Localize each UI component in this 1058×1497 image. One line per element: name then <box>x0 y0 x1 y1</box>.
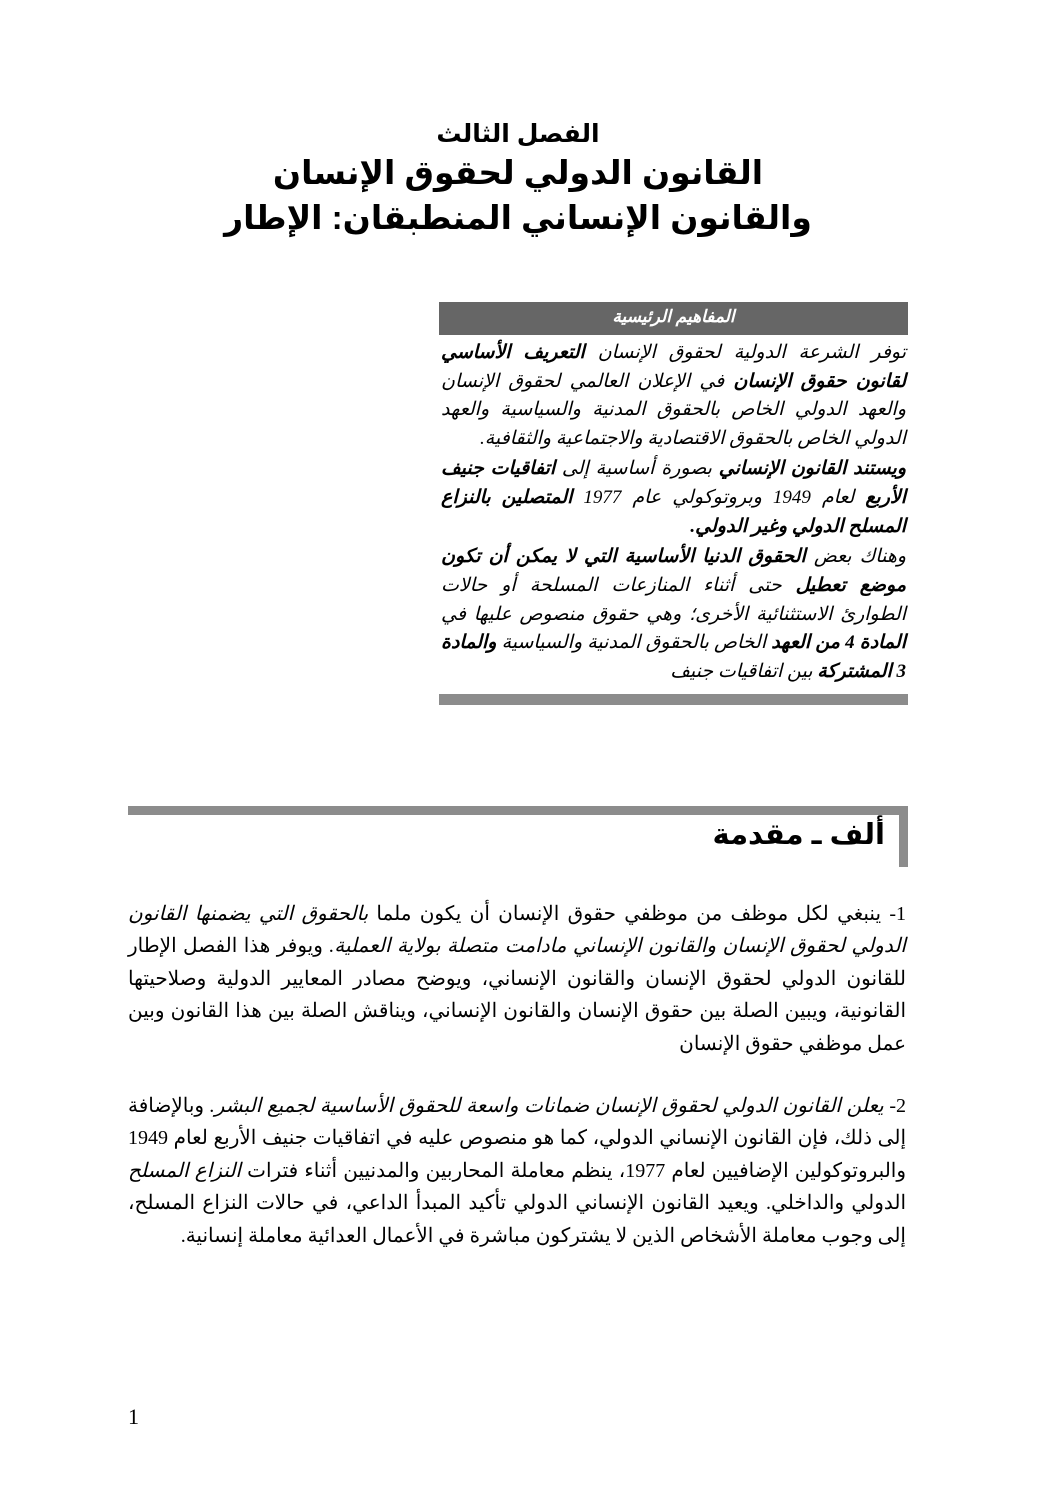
text-run: وهناك بعض <box>805 545 907 567</box>
text-run: 2- <box>883 1094 906 1117</box>
text-run: لعام 1949 وبروتوكولي عام 1977 <box>572 487 866 509</box>
text-run: والمادة 3 المشتركة <box>441 632 906 683</box>
text-run: وبالإضافة إلى ذلك، فإن القانون الإنساني الدولي، كما هو منصوص عليه في اتفاقيات جنيف الأربع لعام 1949 والبروتوكولين الإضافيين لعام 1977، ينظم معاملة المحاربين والمدنيين أثناء فترات <box>128 1094 907 1182</box>
text-run: ويستند القانون الإنساني <box>718 458 906 480</box>
key-concepts-paragraph <box>441 455 906 542</box>
text-run: الخاص بالحقوق المدنية والسياسية <box>496 632 772 654</box>
text-run: التعريف الأساسي لقانون حقوق الإنسان <box>441 341 906 392</box>
body-paragraph-1 <box>128 898 906 1060</box>
text-run: 1- ينبغي لكل موظف من موظفي حقوق الإنسان أن يكون ملما <box>368 903 906 925</box>
text-run: بالحقوق التي يضمنها القانون الدولي لحقوق الإنسان والقانون الإنساني مادامت متصلة بولاية العملية. <box>128 903 906 958</box>
text-run: النزاع المسلح <box>128 1159 241 1182</box>
key-concepts-header: المفاهيم الرئيسية <box>439 302 908 335</box>
section-heading-block <box>128 806 908 867</box>
text-run: يعلن القانون الدولي لحقوق الإنسان ضمانات واسعة للحقوق الأساسية لجميع البشر. <box>209 1094 884 1117</box>
text-run: ويوفر هذا الفصل الإطار للقانون الدولي لحقوق الإنسان والقانون الإنساني، ويوضح مصادر المعايير الدولية وصلاحيتها القانونية، ويبين الصلة بين حقوق الإنسان والقانون الإنساني، ويناقش الصلة بين هذا القانون وبين عمل موظفي حقوق الإنسان <box>128 935 906 1055</box>
page-title-line-2: والقانون الإنساني المنطبقان: الإطار <box>224 198 812 236</box>
text-run: المادة 4 من العهد <box>771 632 906 654</box>
text-run: المتصلين بالنزاع المسلح الدولي وغير الدولي. <box>441 487 906 537</box>
key-concepts-paragraph <box>441 543 906 687</box>
key-concepts-paragraph <box>441 339 906 455</box>
section-heading-title: ألف ـ مقدمة <box>712 819 885 851</box>
text-run: توفر الشرعة الدولية لحقوق الإنسان <box>584 341 906 363</box>
key-concepts-body <box>439 335 908 688</box>
text-run: بين اتفاقيات جنيف <box>670 661 818 683</box>
body-paragraph-2 <box>128 1090 906 1252</box>
body-text-area <box>128 898 906 1282</box>
text-run: الحقوق الدنيا الأساسية التي لا يمكن أن تكون موضع تعطيل <box>441 545 906 596</box>
document-title-block <box>128 118 908 240</box>
key-concepts-bottom-rule <box>439 694 908 705</box>
text-run: حتى أثناء المنازعات المسلحة أو حالات الطوارئ الاستثنائية الأخرى؛ وهي حقوق منصوص عليها في <box>441 574 906 625</box>
section-heading-inner <box>128 815 908 867</box>
page-number: 1 <box>128 1404 139 1429</box>
page-title-line-1: القانون الدولي لحقوق الإنسان <box>272 154 764 191</box>
text-run: الدولي والداخلي. ويعيد القانون الإنساني الدولي تأكيد المبدأ الداعي، في حالات النزاع المسلح، إلى وجوب معاملة الأشخاص الذين لا يشتركون مباشرة في الأعمال العدائية معاملة إنسانية. <box>128 1192 906 1247</box>
text-run: بصورة أساسية إلى <box>555 458 719 480</box>
text-run: اتفاقيات جنيف الأربع <box>441 458 907 509</box>
chapter-label: الفصل الثالث <box>436 120 600 148</box>
key-concepts-box <box>439 302 908 705</box>
text-run: في الإعلان العالمي لحقوق الإنسان والعهد الدولي الخاص بالحقوق المدنية والسياسية والعهد الدولي الخاص بالحقوق الاقتصادية والاجتماعية والثقافية. <box>441 370 906 450</box>
